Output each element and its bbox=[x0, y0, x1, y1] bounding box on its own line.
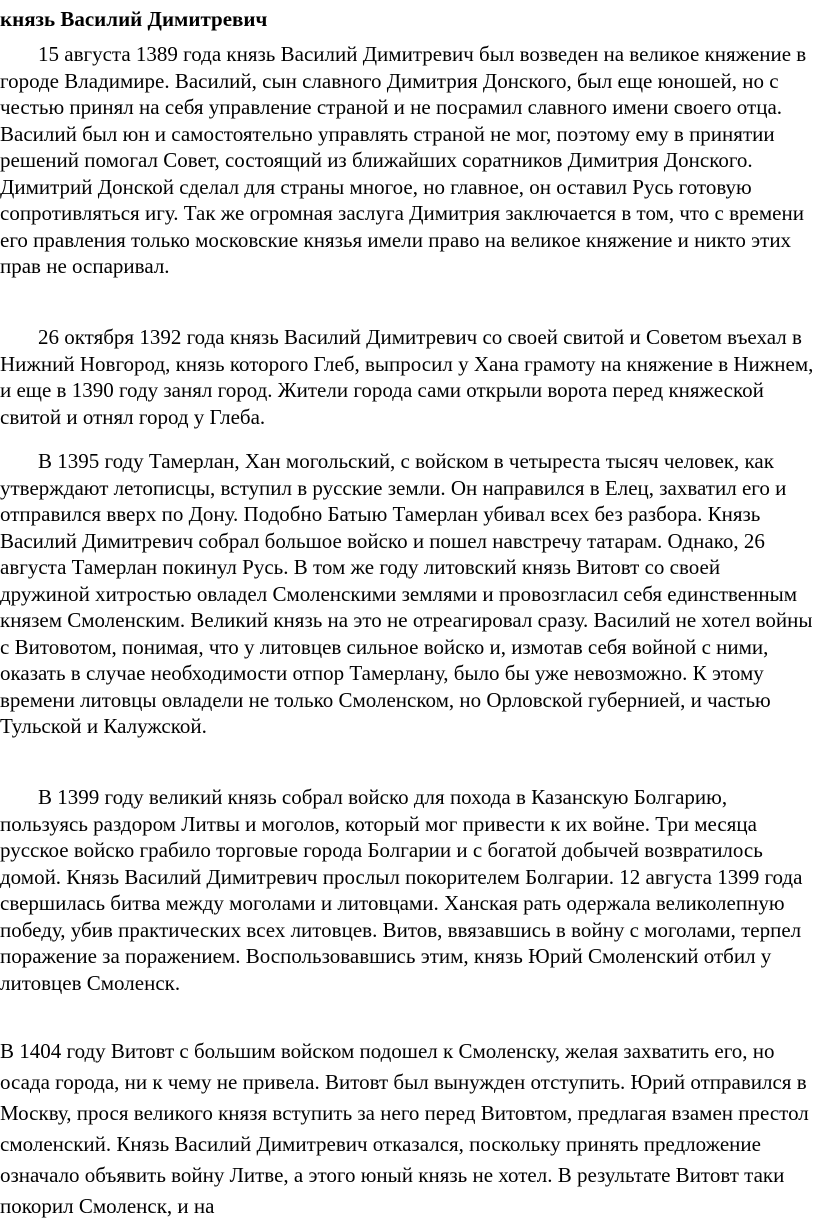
paragraph-3: В 1395 году Тамерлан, Хан могольский, с войском в четыреста тысяч человек, как утверждают летописцы, вступил в русские земли. Он направился в Елец, захватил его и отправился вверх по Дону. Подобно Батыю Тамерлан убивал всех без разбора. Князь Василий Димитревич собрал большое войско и пошел навстречу татарам. Однако, 26 августа Тамерлан покинул Русь. В том же году литовский князь Витовт со своей дружиной хитростью овладел Смоленскими землями и провозгласил себя единственным князем Смоленским. Великий князь на это не отреагировал сразу. Василий не хотел войны с Витовотом, понимая, что у литовцев сильное войско и, измотав себя войной с ними, оказать в случае необходимости отпор Тамерлану, было бы уже невозможно. К этому времени литовцы овладели не только Смоленском, но Орловской губернией, и частью Тульской и Калужской. bbox=[0, 449, 813, 738]
paragraph-5: В 1404 году Витовт с большим войском подошел к Смоленску, желая захватить его, но осада города, ни к чему не привела. Витовт был вынужден отступить. Юрий отправился в Москву, прося великого князя вступить за него перед Витовтом, предлагая взамен престол смоленский. Князь Василий Димитревич отказался, поскольку принять предложение означало объявить войну Литве, а этого юный князь не хотел. В результате Витовт таки покорил Смоленск, и на bbox=[0, 1039, 809, 1218]
paragraph-4: В 1399 году великий князь собрал войско для похода в Казанскую Болгарию, пользуясь раздором Литвы и моголов, который мог привести к их войне. Три месяца русское войско грабило торговые города Болгарии и с богатой добычей возвратилось домой. Князь Василий Димитревич прослыл покорителем Болгарии. 12 августа 1399 года свершилась битва между моголами и литовцами. Ханская рать одержала великолепную победу, убив практических всех литовцев. Витов, ввязавшись в войну с моголами, терпел поражение за поражением. Воспользовавшись этим, князь Юрий Смоленский отбил у литовцев Смоленск. bbox=[0, 785, 803, 995]
document-title: князь Василий Димитревич bbox=[0, 7, 268, 31]
paragraph-1: 15 августа 1389 года князь Василий Димитревич был возведен на великое княжение в городе Владимире. Василий, сын славного Димитрия Донского, был еще юношей, но с честью принял на себя управление страной и не посрамил славного имени своего отца. Василий был юн и самостоятельно управлять страной не мог, поэтому ему в принятии решений помогал Совет, состоящий из ближайших соратников Димитрия Донского. Димитрий Донской сделал для страны многое, но главное, он оставил Русь готовую сопротивляться игу. Так же огромная заслуга Димитрия заключается в том, что с времени его правления только московские князья имели право на великое княжение и никто этих прав не оспаривал. bbox=[0, 42, 807, 278]
paragraph-2: 26 октября 1392 года князь Василий Димитревич со своей свитой и Советом въехал в Нижний Новгород, князь которого Глеб, выпросил у Хана грамоту на княжение в Нижнем, и еще в 1390 году занял город. Жители города сами открыли ворота перед княжеской свитой и отнял город у Глеба. bbox=[0, 325, 814, 429]
